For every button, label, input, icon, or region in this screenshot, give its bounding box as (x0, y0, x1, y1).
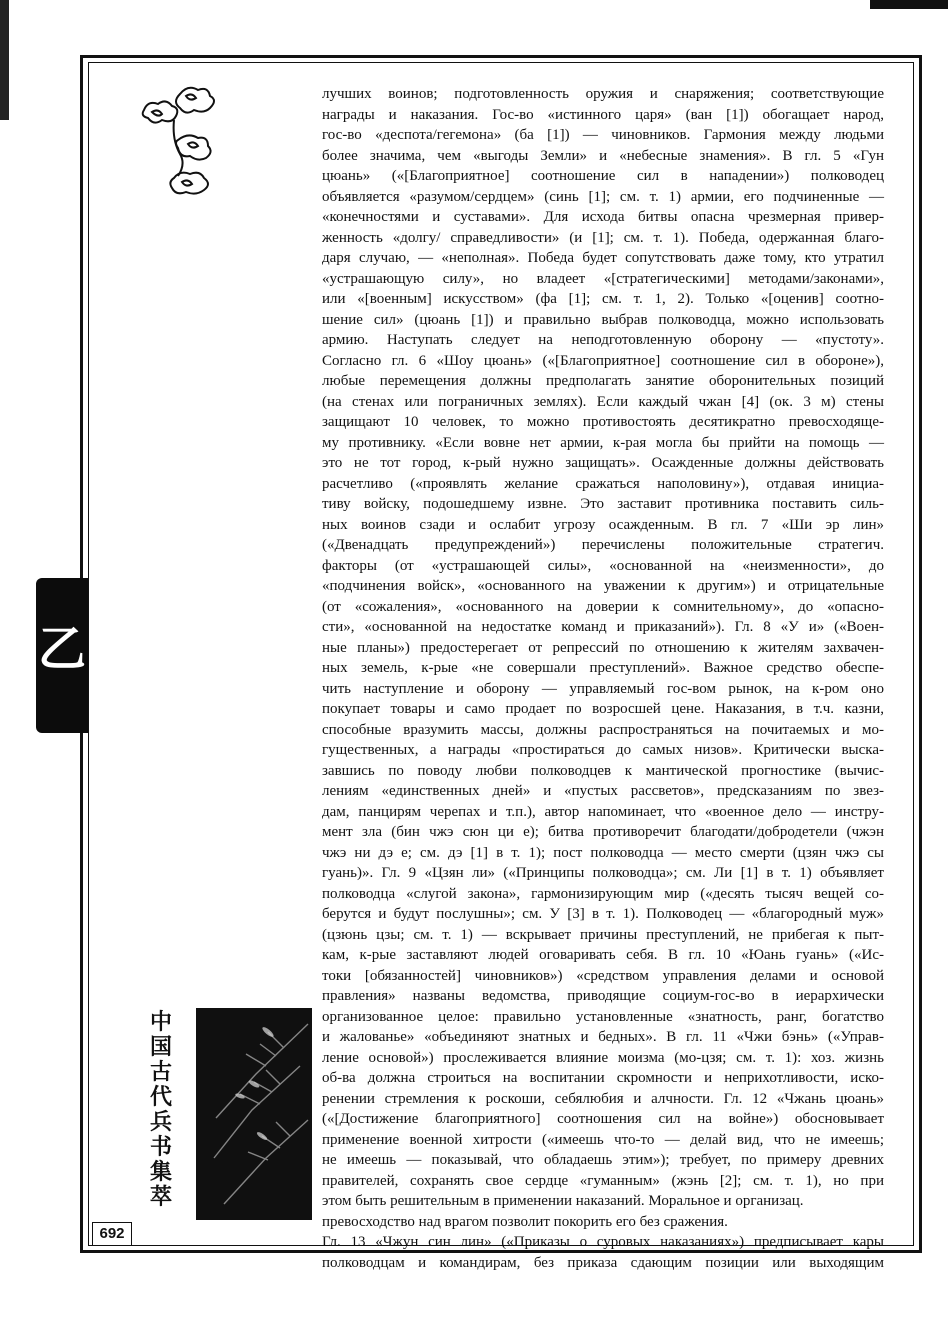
text-line: защищают 10 человек, то можно противостоять десятикратно превосходяще- (322, 414, 884, 430)
series-title-char: 书 (149, 1135, 172, 1160)
series-title-vertical (146, 1010, 176, 1210)
text-line: организованное целое: правильно установленные «знатность, ранг, богатство (322, 1008, 884, 1025)
text-line: кам, к-рые заставляют людей оговаривать себя. В гл. 10 «Юань гуань» («Ис- (322, 947, 884, 963)
text-line: «конечностями и суставами». Для исхода битвы опасна чрезмерная привер- (322, 209, 884, 225)
series-title-char: 中 (149, 1010, 172, 1035)
text-line: гущественных, а награды «простираться до самых низов». Критически выска- (322, 742, 884, 758)
text-line: ление основой») прослеживается влияние моизма (мо-цзя; см. т. 1): хоз. жизнь (322, 1049, 884, 1066)
text-line: любые перемещения должны предполагать занятие оборонительных позиций (322, 373, 884, 389)
text-line: лучших воинов; подготовленность оружия и снаряжения; соответствующие (322, 86, 884, 102)
text-line: му противнику. «Если вовне нет армии, к-рая могла бы прийти на помощь — (322, 434, 884, 451)
text-line: (от «сожаления», «основанного на доверии к сомнительному», до «опасно- (322, 598, 884, 615)
text-line: превосходство над врагом позволит покорить его без сражения. (322, 1213, 728, 1230)
cloud-ornament-icon (130, 80, 220, 205)
text-line: покупает товары и само продает по возросшей цене. Наказания, в т.ч. казни, (322, 701, 884, 717)
text-line: и жалованье» «объединяют знатных и бедных». В гл. 11 «Чжи бэнь» («Управ- (322, 1029, 884, 1045)
series-title-char: 萃 (149, 1185, 172, 1210)
series-title-char: 兵 (149, 1110, 172, 1135)
text-line: (цзюнь цзы; см. т. 1) — вскрывает причины преступлений, не прибегая к пыт- (322, 926, 884, 943)
text-line: тиву войску, подошедшему извне. Это заставит противника поставить силь- (322, 496, 884, 512)
text-line: правления» названы ведомства, приводящие социум-гос-во в иерархически (322, 988, 884, 1004)
text-line: ных земель, к-рые «не совершали преступлений». Важное средство обеспе- (322, 660, 884, 676)
text-line: ных воинов сзади и ослабит угрозу осажденным. В гл. 7 «Ши эр лин» (322, 516, 884, 533)
text-line: гуань)». Гл. 9 «Цзян ли» («Принципы полководца»; см. Ли [1] в т. 1) объявляет (322, 865, 884, 881)
text-line: токи [обязанностей] чиновников») «средством управления делами и основой (322, 967, 884, 984)
text-line: применение военной хитрости («имеешь что-то — делай вид, что не имеешь; (322, 1131, 884, 1148)
page-number: 692 (92, 1222, 132, 1246)
text-line: факторы (от «устрашающей силы», «основанной на «неизменности», до (322, 557, 884, 574)
text-line: полководцам и командирам, без приказа сдающим позиции или выходящим (322, 1254, 884, 1271)
text-line: сти», «основанной на недостатке команд и приказаний»). Гл. 8 «У и» («Воен- (322, 619, 884, 635)
decorative-photo (196, 1008, 312, 1220)
text-line: об-ва должна строиться на воспитании скромности и неприхотливости, иско- (322, 1070, 884, 1086)
text-line: не имеешь — показывай, что обладаешь этим»); требует, по примеру древних (322, 1152, 884, 1168)
text-line: Гл. 13 «Чжун син лин» («Приказы о суровых наказаниях») предписывает кары (322, 1234, 884, 1250)
text-line: расчетливо («проявлять желание сражаться наполовину»), отдавая инициа- (322, 475, 884, 492)
text-line: лениям «единственных дней» и «пустых рассветов», предсказаниям по звез- (322, 783, 884, 799)
text-line: чить наступление и оборону — управляемый гос-вом рынок, на к-ром оно (322, 680, 884, 697)
text-line: шение сил» (цюань [1]) и правильно выбрав полководца, можно использовать (322, 311, 884, 328)
scan-edge-top (870, 0, 948, 9)
text-line: («[Достижение благоприятного] соотношения сил на войне») обосновывает (322, 1111, 884, 1127)
text-line: (на стенах или пограничных землях). Если каждый чжан [4] (ок. 3 м) стены (322, 393, 884, 410)
foliage-icon (196, 1008, 312, 1220)
text-line: ные планы») предостерегает от репрессий по отношению к жителям захвачен- (322, 639, 884, 656)
series-title-char: 集 (149, 1160, 172, 1185)
text-line: этом быть решительным в применении наказаний. Моральное и организац. (322, 1193, 804, 1209)
text-line: полководца «слугой закона», гармонизирующим мир («десять тысяч вещей со- (322, 885, 884, 902)
series-title-char: 国 (149, 1035, 172, 1060)
body-text (322, 84, 884, 1273)
text-line: более значима, чем «выгоды Земли» и «небесные знамения». В гл. 5 «Гун (322, 147, 884, 164)
text-line: («Двенадцать предупреждений») перечислены положительные стратегич. (322, 537, 884, 553)
text-line: объявляется «разумом/сердцем» (синь [1]; см. т. 1) армии, его подчиненные — (322, 188, 884, 205)
chapter-tab-glyph: 乙 (37, 621, 86, 677)
text-line: армию. Наступать следует на неподготовленную оборону — «пустоту». (322, 332, 884, 348)
text-line: «устрашающую силу», но владеет «[стратегическими] методами/законами», (322, 270, 884, 287)
text-line: «подчинения войск», «основанного на уважении к другим») и отрицательные (322, 578, 884, 594)
text-line: награды и наказания. Гос-во «истинного царя» (ван [1]) обогащает народ, (322, 106, 884, 123)
series-title-char: 古 (149, 1060, 172, 1085)
text-line: способные вразумить массы, должны распространяться на почитаемых и мо- (322, 721, 884, 738)
text-line: даря случаю, — «неполная». Победа будет сопутствовать даже тому, кто утратил (322, 250, 884, 266)
text-line: завшись по поводу любви полководцев к мантической прогностике (вычис- (322, 762, 884, 779)
scan-edge-left (0, 0, 9, 120)
text-line: правителей, сохранять свое сердце «гуманным» (жэнь [2]; см. т. 1), но при (322, 1172, 884, 1189)
text-line: дам, панцирям черепах и т.п.), автор напоминает, что «военное дело — инстру- (322, 803, 884, 820)
text-line: цюань» («[Благоприятное] соотношение сил в нападении») полководец (322, 168, 884, 184)
text-line: гос-во «деспота/гегемона» (ба [1]) — чиновников. Гармония между людьми (322, 127, 884, 143)
text-line: ренении стремления к роскоши, себялюбия и алчности. Гл. 12 «Чжань цюань» (322, 1090, 884, 1107)
text-line: Согласно гл. 6 «Шоу цюань» («[Благоприятное] соотношение сил в обороне»), (322, 352, 884, 369)
text-line: это не тот город, к-рый нужно защищать». Осажденные должны действовать (322, 455, 884, 471)
text-line: берутся и будут послушны»; см. У [3] в т. 1). Полководец — «благородный муж» (322, 906, 884, 922)
text-line: чжэ ни дэ е; см. дэ [1] в т. 1); пост полководца — место смерти (цзян чжэ сы (322, 844, 884, 861)
text-line: женность «долгу/ справедливости» (и [1]; см. т. 1). Победа, одержанная благо- (322, 229, 884, 246)
text-line: или «[военным] искусством» (фа [1]; см. т. 1, 2). Только «[оценив] соотно- (322, 291, 884, 307)
text-line: мент зла (бин чжэ сюн ци е); битва противоречит благодати/добродетели (чжэн (322, 824, 884, 840)
series-title-char: 代 (149, 1085, 172, 1110)
